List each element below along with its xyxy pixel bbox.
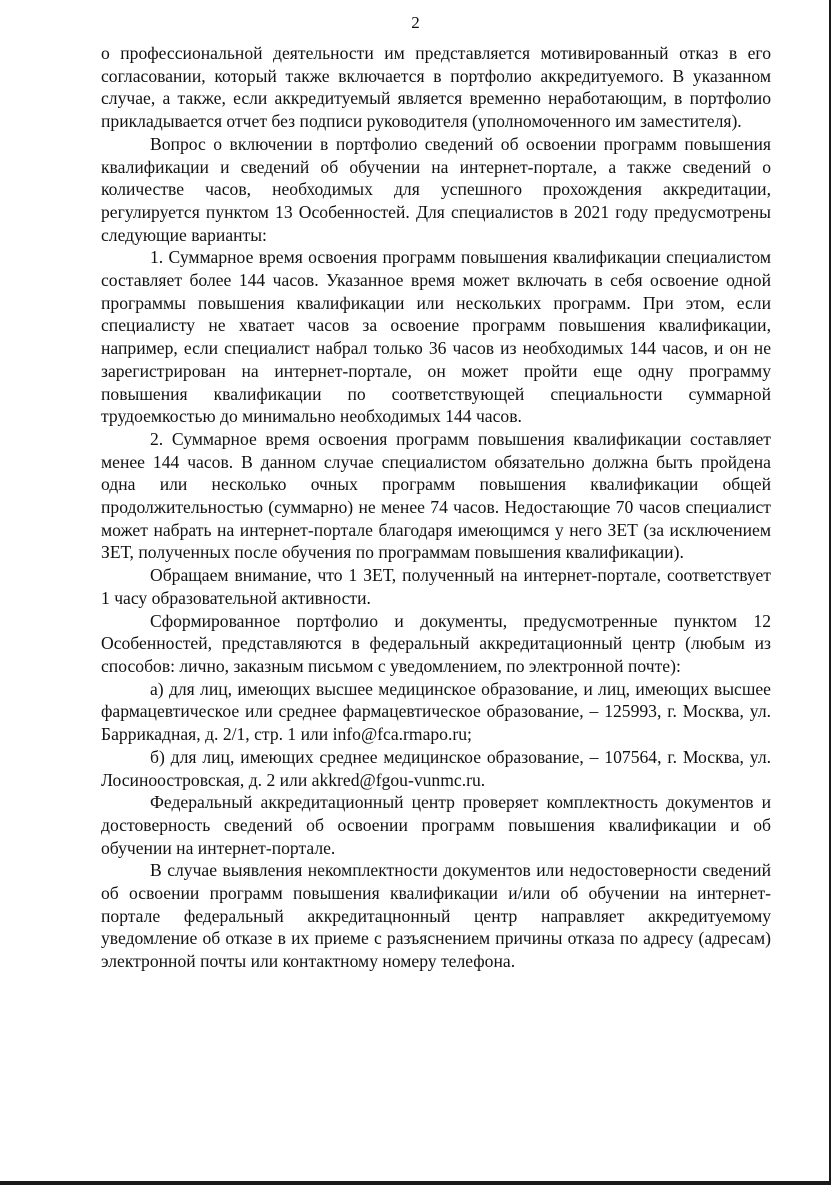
paragraph-portfolio-question: Вопрос о включении в портфолио сведений об освоении программ повышения квалификации и сведений об обучении на интернет-портале, а также сведений о количестве часов, необходимых для успешного прохождения аккредитации, регулируется пунктом 13 Особенностей. Для специалистов в 2021 году предусмотрены следующие варианты: bbox=[101, 133, 771, 245]
paragraph-rejection: В случае выявления некомплектности документов или недостоверности сведений об освоении программ повышения квалификации и/или об обучении на интернет-портале федеральный аккредитацнонный центр направляет аккредитуемому уведомление об отказе в их приеме с разъяснением причины отказа по адресу (адресам) электронной почты или контактному номеру телефона. bbox=[101, 860, 771, 972]
paragraph-continuation: о профессиональной деятельности им представляется мотивированный отказ в его согласовании, который также включается в портфолио аккредитуемого. В указанном случае, а также, если аккредитуемый является временно неработающим, в портфолио прикладывается отчет без подписи руководителя (уполномоченного им заместителя). bbox=[101, 43, 771, 132]
paragraph-option-1: 1. Суммарное время освоения программ повышения квалификации специалистом составляет более 144 часов. Указанное время может включать в себя освоение одной программы повышения квалификации или нескольких программ. При этом, если специалисту не хватает часов за освоение программ повышения квалификации, например, если специалист набрал только 36 часов из необходимых 144 часов, и он не зарегистрирован на интернет-портале, он может пройти еще одну программу повышения квалификации по соответствующей специальности суммарной трудоемкостью до минимально необходимых 144 часов. bbox=[101, 247, 771, 427]
page-number: 2 bbox=[411, 13, 420, 32]
paragraph-address-b: б) для лиц, имеющих среднее медицинское образование, – 107564, г. Москва, ул. Лосиноостровская, д. 2 или akkred@fgou-vunmc.ru. bbox=[101, 746, 771, 790]
document-body bbox=[101, 42, 771, 973]
paragraph-verification: Федеральный аккредитационный центр проверяет комплектность документов и достоверность сведений об освоении программ повышения квалификации и об обучении на интернет-портале. bbox=[101, 792, 771, 858]
paragraph-address-a: а) для лиц, имеющих высшее медицинское образование, и лиц, имеющих высшее фармацевтическое или среднее фармацевтическое образование, – 125993, г. Москва, ул. Баррикадная, д. 2/1, стр. 1 или info@fca.rmapo.ru; bbox=[101, 678, 771, 745]
paragraph-submission: Сформированное портфолио и документы, предусмотренные пунктом 12 Особенностей, представляются в федеральный аккредитационный центр (любым из способов: лично, заказным письмом с уведомлением, по электронной почте): bbox=[101, 610, 771, 676]
paragraph-zet-note: Обращаем внимание, что 1 ЗЕТ, полученный на интернет-портале, соответствует 1 часу образовательной активности. bbox=[101, 565, 771, 608]
page-edge-bottom bbox=[0, 1181, 831, 1185]
paragraph-option-2: 2. Суммарное время освоения программ повышения квалификации составляет менее 144 часов. В данном случае специалистом обязательно должна быть пройдена одна или несколько очных программ повышения квалификации общей продолжительностью (суммарно) не менее 74 часов. Недостающие 70 часов специалист может набрать на интернет-портале благодаря имеющимся у него ЗЕТ (за исключением ЗЕТ, полученных после обучения по программам повышения квалификации). bbox=[101, 428, 771, 563]
